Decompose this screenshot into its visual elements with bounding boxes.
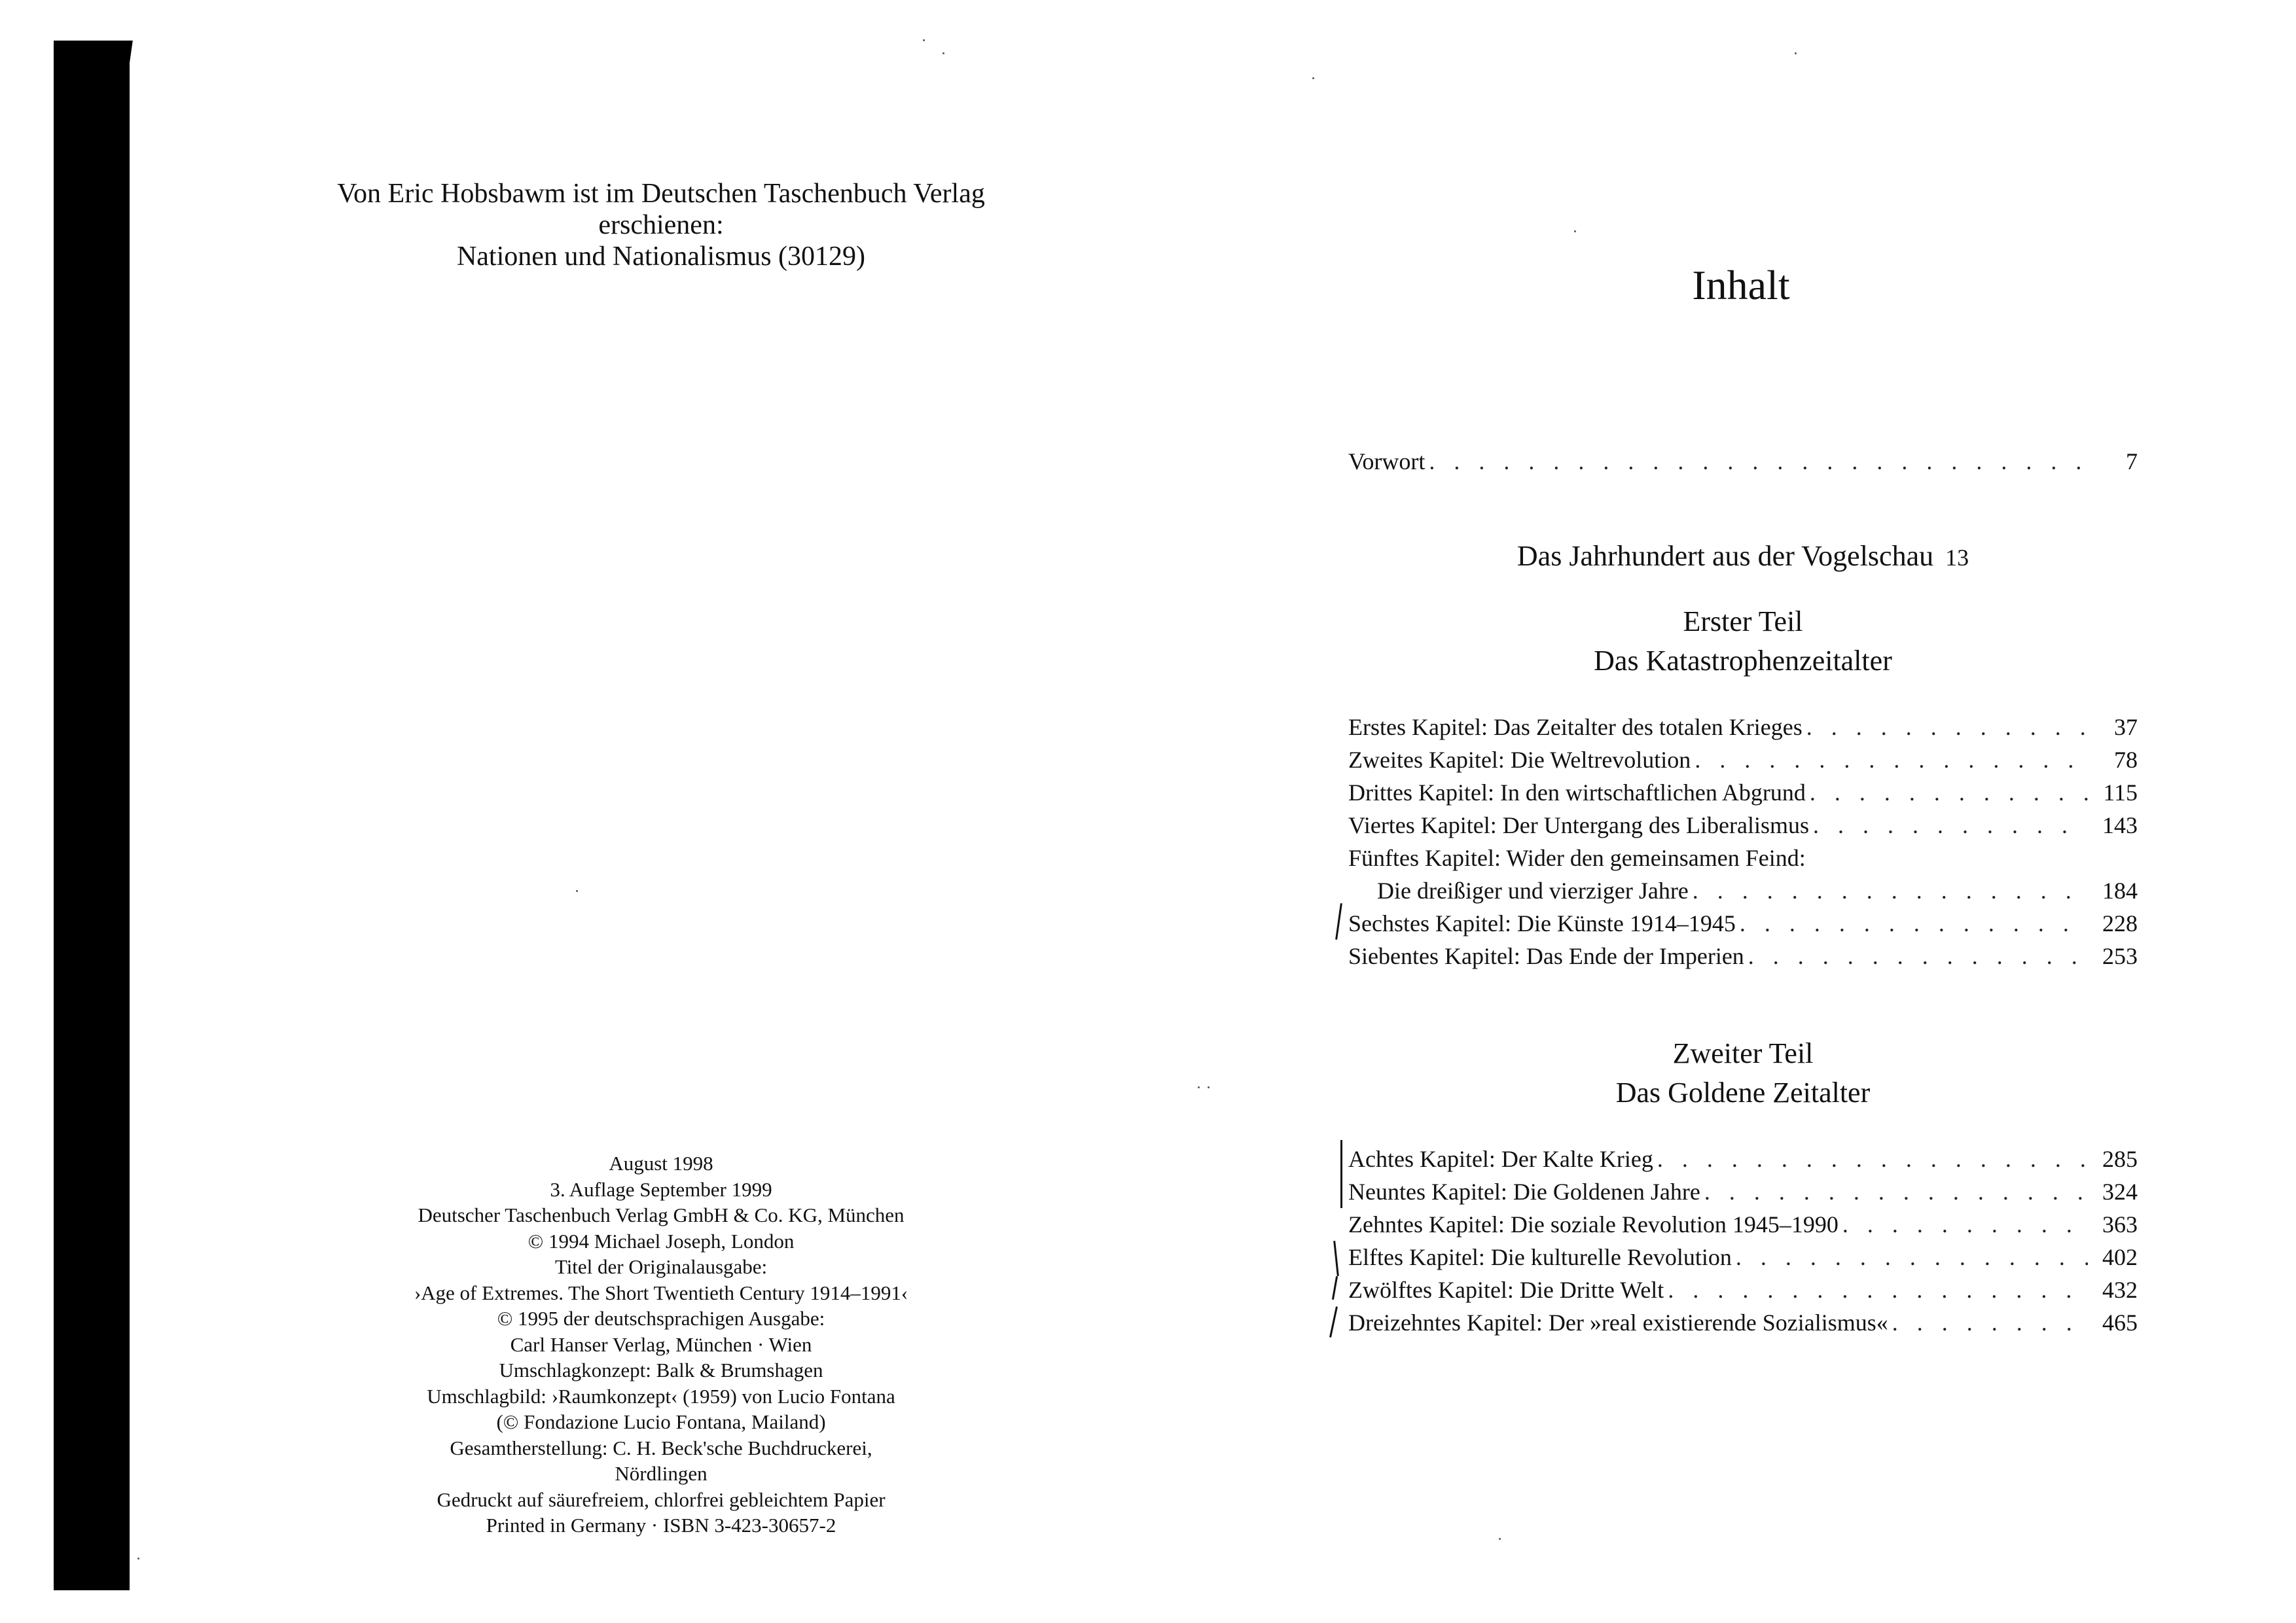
dot-leader bbox=[1813, 809, 2088, 842]
toc-entry-title: Das Jahrhundert aus der Vogelschau bbox=[1516, 540, 1934, 572]
toc-entry-chapter[interactable] bbox=[1348, 1306, 2138, 1339]
imprint-line: Carl Hanser Verlag, München · Wien bbox=[510, 1332, 812, 1356]
imprint-line: August 1998 bbox=[609, 1152, 713, 1175]
dot-leader bbox=[1657, 1143, 2088, 1175]
toc-page-number: 37 bbox=[2114, 714, 2138, 740]
toc-page-number: 78 bbox=[2114, 747, 2138, 773]
dot-leader bbox=[1704, 1175, 2088, 1208]
toc-entry-chapter-continued[interactable] bbox=[1348, 874, 2138, 907]
part-one-label: Erster Teil bbox=[1683, 605, 1803, 637]
part-two-label: Zweiter Teil bbox=[1672, 1037, 1814, 1069]
dot-leader bbox=[1892, 1306, 2088, 1339]
toc-entry-title: Sechstes Kapitel: Die Künste 1914–1945 bbox=[1348, 910, 1736, 936]
imprint-line: ›Age of Extremes. The Short Twentieth Century 1914–1991‹ bbox=[414, 1281, 908, 1304]
toc-entry-title: Neuntes Kapitel: Die Goldenen Jahre bbox=[1348, 1179, 1700, 1205]
scan-speck bbox=[1574, 230, 1576, 232]
part-two-title: Das Goldene Zeitalter bbox=[1615, 1077, 1871, 1109]
pencil-margin-mark bbox=[1329, 1306, 1338, 1338]
scan-speck bbox=[1795, 52, 1797, 54]
other-titles-notice bbox=[275, 178, 1047, 272]
dot-leader bbox=[1429, 445, 2088, 478]
part-one-title: Das Katastrophenzeitalter bbox=[1594, 645, 1892, 677]
imprint-line: Umschlagkonzept: Balk & Brumshagen bbox=[499, 1359, 823, 1382]
dot-leader bbox=[1810, 776, 2088, 809]
other-titles-line: erschienen: bbox=[598, 210, 724, 240]
pencil-margin-mark bbox=[1332, 1276, 1338, 1300]
toc-entry-title: Zweites Kapitel: Die Weltrevolution bbox=[1348, 747, 1691, 773]
toc-page-number: 363 bbox=[2102, 1211, 2138, 1238]
other-titles-line: Nationen und Nationalismus (30129) bbox=[456, 241, 866, 272]
toc-entry-chapter[interactable] bbox=[1348, 1143, 2138, 1175]
toc-entry-chapter[interactable] bbox=[1348, 907, 2138, 940]
pencil-margin-mark bbox=[1333, 1241, 1339, 1276]
toc-entry-chapter[interactable] bbox=[1348, 743, 2138, 776]
pencil-margin-mark bbox=[1335, 903, 1342, 940]
imprint-line: Gedruckt auf säurefreiem, chlorfrei gebleichtem Papier bbox=[437, 1488, 886, 1511]
scan-speck bbox=[1208, 1086, 1210, 1088]
dot-leader bbox=[1736, 1241, 2088, 1274]
toc-page-number: 184 bbox=[2102, 878, 2138, 904]
dot-leader bbox=[1668, 1274, 2088, 1306]
toc-entry-title: Zehntes Kapitel: Die soziale Revolution 1945–1990 bbox=[1348, 1211, 1839, 1238]
toc-entry-title: Die dreißiger und vierziger Jahre bbox=[1377, 878, 1689, 904]
imprint-line: Printed in Germany · ISBN 3-423-30657-2 bbox=[486, 1514, 836, 1537]
toc-page-number: 228 bbox=[2102, 910, 2138, 936]
toc-entry-title: Siebentes Kapitel: Das Ende der Imperien bbox=[1348, 943, 1744, 969]
dot-leader bbox=[1693, 874, 2088, 907]
scan-speck bbox=[942, 52, 944, 54]
toc-entry-title: Achtes Kapitel: Der Kalte Krieg bbox=[1348, 1146, 1653, 1172]
toc-page-number: 402 bbox=[2102, 1244, 2138, 1270]
dot-leader bbox=[1740, 907, 2088, 940]
toc-entry-title: Erstes Kapitel: Das Zeitalter des totalen Krieges bbox=[1348, 714, 1803, 740]
imprint-line: Nördlingen bbox=[615, 1462, 708, 1485]
other-titles-line: Von Eric Hobsbawm ist im Deutschen Taschenbuch Verlag bbox=[337, 179, 985, 209]
toc-page-number: 7 bbox=[2126, 448, 2138, 474]
toc-entry-chapter[interactable] bbox=[1348, 940, 2138, 972]
toc-entry-title: Drittes Kapitel: In den wirtschaftlichen Abgrund bbox=[1348, 779, 1806, 806]
scan-speck bbox=[1198, 1086, 1200, 1088]
toc-page-number: 432 bbox=[2102, 1277, 2138, 1303]
dot-leader bbox=[1695, 743, 2088, 776]
toc-entry-overview[interactable] bbox=[1348, 537, 2138, 577]
pencil-margin-mark bbox=[1340, 1140, 1342, 1208]
toc-entry-title: Elftes Kapitel: Die kulturelle Revolution bbox=[1348, 1244, 1732, 1270]
toc-page-number: 115 bbox=[2103, 779, 2138, 806]
toc-page-number: 13 bbox=[1945, 544, 1969, 571]
scan-speck bbox=[923, 39, 925, 41]
imprint-line: Titel der Originalausgabe: bbox=[554, 1255, 768, 1278]
imprint-line: © 1994 Michael Joseph, London bbox=[528, 1229, 795, 1253]
imprint-line: 3. Auflage September 1999 bbox=[550, 1177, 772, 1201]
toc-entry-chapter[interactable] bbox=[1348, 1175, 2138, 1208]
scan-speck bbox=[1499, 1538, 1501, 1540]
page-title: Inhalt bbox=[1692, 262, 1790, 308]
toc-entry-vorwort[interactable] bbox=[1348, 445, 2138, 478]
toc-entry-title: Fünftes Kapitel: Wider den gemeinsamen Feind: bbox=[1348, 845, 1806, 871]
toc-entry-title: Dreizehntes Kapitel: Der »real existierende Sozialismus« bbox=[1348, 1310, 1888, 1336]
toc-page-number: 465 bbox=[2102, 1310, 2138, 1336]
toc-entry-chapter[interactable] bbox=[1348, 1274, 2138, 1306]
scan-speck bbox=[137, 1558, 139, 1560]
dot-leader bbox=[1806, 711, 2088, 743]
toc-entry-chapter[interactable] bbox=[1348, 776, 2138, 809]
toc-entry-chapter[interactable] bbox=[1348, 1241, 2138, 1274]
imprint-line: (© Fondazione Lucio Fontana, Mailand) bbox=[496, 1410, 826, 1433]
imprint-line: Deutscher Taschenbuch Verlag GmbH & Co. KG, München bbox=[418, 1204, 905, 1226]
scan-speck bbox=[576, 890, 578, 892]
imprint-line: © 1995 der deutschsprachigen Ausgabe: bbox=[497, 1307, 825, 1330]
imprint-block bbox=[353, 1150, 969, 1539]
imprint-line: Gesamtherstellung: C. H. Beck'sche Buchdruckerei, bbox=[450, 1436, 872, 1459]
scan-speck bbox=[1312, 77, 1314, 79]
toc-entry-chapter[interactable] bbox=[1348, 1208, 2138, 1241]
toc-page-number: 285 bbox=[2102, 1146, 2138, 1172]
toc-entry-title: Zwölftes Kapitel: Die Dritte Welt bbox=[1348, 1277, 1664, 1303]
toc-page-number: 324 bbox=[2102, 1179, 2138, 1205]
toc-entry-chapter[interactable] bbox=[1348, 809, 2138, 842]
toc-page-number: 253 bbox=[2102, 943, 2138, 969]
toc-entry-title: Vorwort bbox=[1348, 448, 1426, 474]
imprint-line: Umschlagbild: ›Raumkonzept‹ (1959) von Lucio Fontana bbox=[427, 1384, 895, 1408]
book-spine-shadow bbox=[54, 41, 130, 1590]
dot-leader bbox=[1748, 940, 2088, 972]
toc-entry-chapter[interactable] bbox=[1348, 842, 2138, 874]
toc-entry-chapter[interactable] bbox=[1348, 711, 2138, 743]
toc-page-number: 143 bbox=[2102, 812, 2138, 838]
dot-leader bbox=[1842, 1208, 2088, 1241]
toc-entry-title: Viertes Kapitel: Der Untergang des Liberalismus bbox=[1348, 812, 1809, 838]
